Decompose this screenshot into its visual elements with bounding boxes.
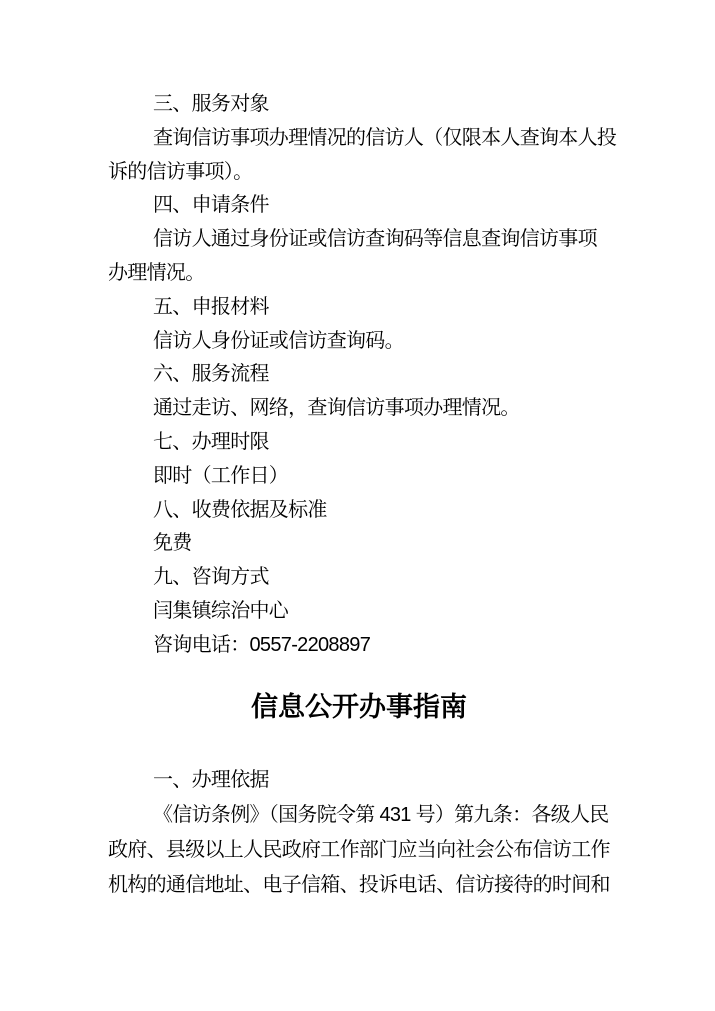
section-heading: 信息公开办事指南 [251,691,467,722]
text-line: 三、服务对象 [153,93,269,115]
service-guide-section [108,0,617,663]
consult-phone-line: 咨询电话：0557-2208897 [153,633,371,656]
text-line: 即时（工作日） [153,464,289,487]
text-line: 机构的通信地址、电子信箱、投诉电话、信访接待的时间和 [108,874,610,897]
text-line: 六、服务流程 [153,363,269,386]
text-line: 信访人身份证或信访查询码。 [153,329,404,352]
text-line: 八、收费依据及标准 [153,498,327,521]
text-line: 一、办理依据 [153,768,269,791]
text-line: 办理情况。 [108,261,205,284]
text-line: 九、咨询方式 [153,566,269,589]
text-line: 政府、县级以上人民政府工作部门应当向社会公布信访工作 [108,839,610,862]
document-content [108,0,617,904]
info-disclosure-section [108,763,610,904]
text-line: 诉的信访事项）。 [108,160,253,183]
text-line: 《信访条例》（国务院令第 431 号）第九条：各级人民 [153,803,609,826]
text-line: 四、申请条件 [153,194,269,217]
text-line: 免费 [153,532,192,555]
text-line: 查询信访事项办理情况的信访人（仅限本人查询本人投 [153,126,617,149]
text-line: 信访人通过身份证或信访查询码等信息查询信访事项 [153,228,597,251]
text-line: 通过走访、网络，查询信访事项办理情况。 [153,397,520,420]
text-line: 七、办理时限 [153,430,269,453]
consult-org-line: 闫集镇综治中心 [153,599,289,622]
text-line: 五、申报材料 [153,295,269,318]
